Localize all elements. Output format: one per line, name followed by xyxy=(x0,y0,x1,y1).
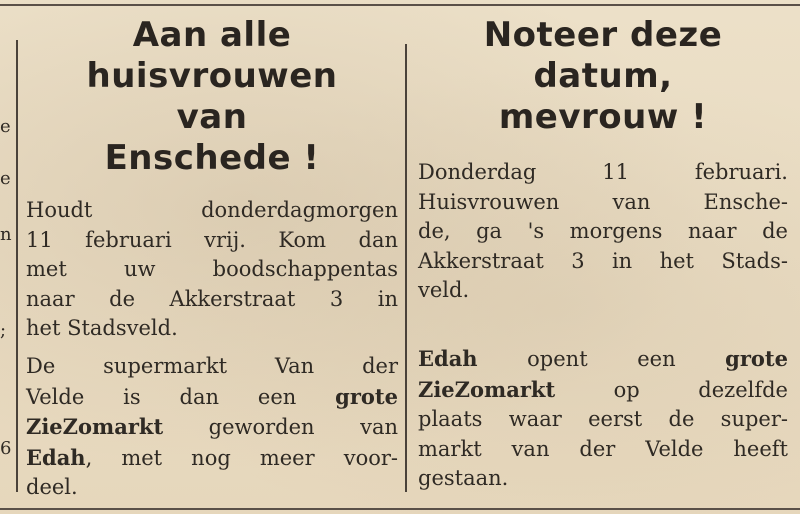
text-segment: plaats waar eerst de super- xyxy=(418,407,788,431)
text-line xyxy=(26,285,398,315)
right-headline xyxy=(418,15,788,138)
text-segment: de, ga 's morgens naar de xyxy=(418,219,788,243)
text-segment: met uw boodschappentas xyxy=(26,257,398,281)
text-segment: geworden van xyxy=(163,415,398,439)
text-segment: op dezelfde xyxy=(555,377,788,402)
text-line xyxy=(418,464,788,494)
text-line xyxy=(418,158,788,188)
text-line xyxy=(418,247,788,277)
text-segment: 11 februari vrij. Kom dan xyxy=(26,227,398,252)
bold-text: Edah xyxy=(26,444,86,470)
text-line xyxy=(26,412,398,443)
cut-off-left-column xyxy=(0,0,12,514)
text-line xyxy=(26,196,398,226)
text-segment: markt van der Velde heeft xyxy=(418,436,788,461)
text-segment: Huisvrouwen van Ensche- xyxy=(418,189,788,214)
headline-line: datum, xyxy=(533,56,673,96)
text-line xyxy=(418,344,788,375)
edge-fragment: e xyxy=(0,116,11,137)
left-headline xyxy=(26,15,398,179)
headline-line: Enschede ! xyxy=(104,138,320,178)
text-segment: donderdagmorgen xyxy=(92,198,398,222)
text-line xyxy=(26,443,398,474)
text-segment: het Stadsveld. xyxy=(26,316,178,340)
text-segment: Velde is dan een xyxy=(26,384,336,409)
headline-line: huisvrouwen xyxy=(86,56,338,96)
bottom-rule xyxy=(0,508,800,510)
text-line xyxy=(418,375,788,406)
text-segment: Houdt xyxy=(26,198,93,222)
text-line xyxy=(418,217,788,247)
text-segment: opent een xyxy=(477,347,726,371)
left-paragraph-1 xyxy=(26,196,398,344)
text-line xyxy=(26,352,398,382)
right-article xyxy=(418,10,788,490)
left-column-rule xyxy=(16,40,18,492)
text-segment: deel. xyxy=(26,475,78,499)
right-paragraph-1 xyxy=(418,158,788,306)
text-line xyxy=(26,226,398,256)
text-line xyxy=(418,276,788,306)
headline-line: Aan alle xyxy=(132,15,292,55)
bold-text: ZieZomarkt xyxy=(418,376,556,402)
text-segment: De supermarkt Van der xyxy=(26,354,398,378)
text-segment: Akkerstraat 3 in het Stads- xyxy=(418,248,788,273)
text-line xyxy=(26,473,398,503)
headline-line: Noteer deze xyxy=(483,15,723,55)
text-line xyxy=(26,314,398,344)
text-segment: naar de Akkerstraat 3 in xyxy=(26,286,398,311)
bold-text: ZieZomarkt xyxy=(26,414,164,439)
center-column-rule xyxy=(405,44,407,492)
left-article xyxy=(26,10,398,499)
left-paragraph-2 xyxy=(26,352,398,503)
bold-text: grote xyxy=(335,383,398,409)
headline-line: van xyxy=(176,97,248,137)
edge-fragment: e xyxy=(0,168,11,189)
text-segment: gestaan. xyxy=(418,466,509,490)
text-line xyxy=(418,435,788,465)
edge-fragment: 6 xyxy=(0,438,12,459)
right-paragraph-2 xyxy=(418,344,788,494)
text-line xyxy=(26,382,398,413)
bold-text: Edah xyxy=(418,346,478,371)
edge-fragment: n xyxy=(0,224,12,245)
text-segment: Donderdag 11 februari. xyxy=(418,160,788,184)
text-line xyxy=(26,255,398,285)
edge-fragment: ; xyxy=(0,320,7,341)
text-line xyxy=(418,405,788,435)
text-line xyxy=(418,188,788,218)
text-segment: , met nog meer voor- xyxy=(85,445,398,470)
text-segment: veld. xyxy=(418,278,470,302)
top-rule xyxy=(0,4,800,6)
headline-line: mevrouw ! xyxy=(498,97,708,137)
bold-text: grote xyxy=(725,346,788,371)
